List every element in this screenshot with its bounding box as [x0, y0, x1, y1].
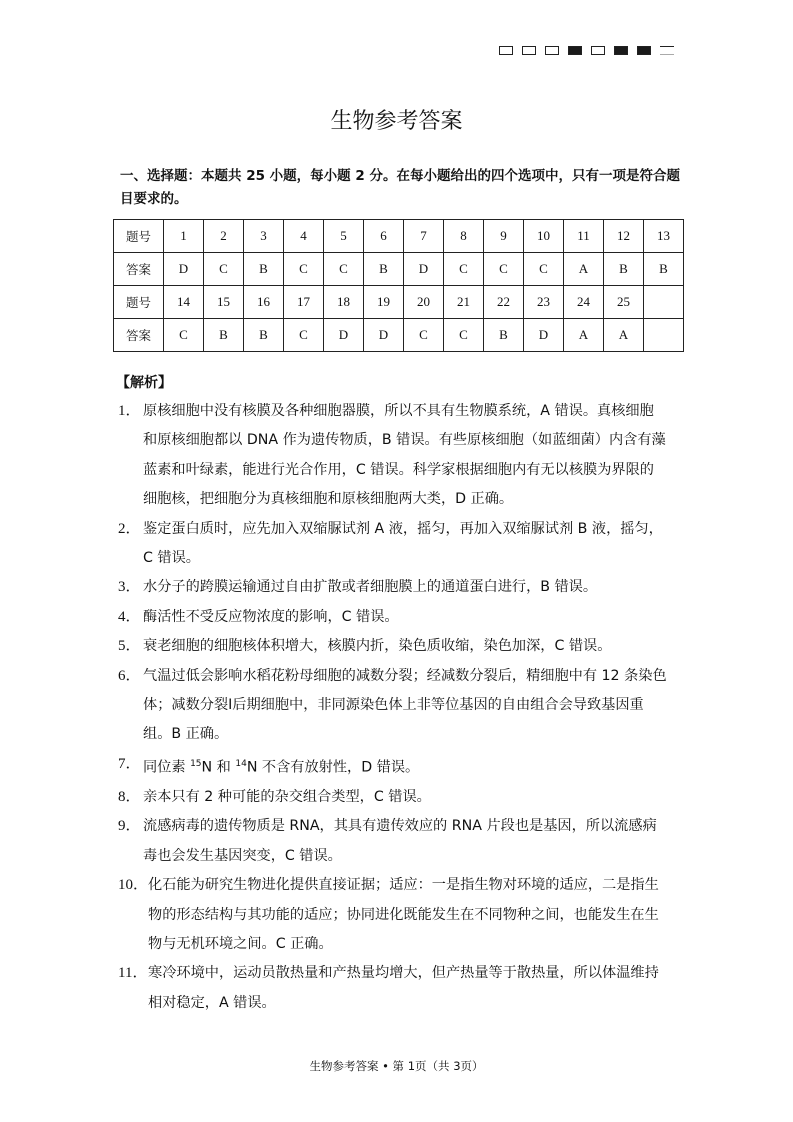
table-cell: 10 — [524, 220, 564, 253]
analysis-item — [118, 959, 688, 1018]
answer-table — [113, 219, 684, 352]
item-text-line: 原核细胞中没有核膜及各种细胞器膜，所以不具有生物膜系统，A 错误。真核细胞 — [143, 403, 654, 419]
item-text-line: 蓝素和叶绿素，能进行光合作用，C 错误。科学家根据细胞内有无以核膜为界限的 — [143, 461, 654, 478]
item-text-line: 组。B 正确。 — [143, 726, 229, 743]
table-cell: C — [164, 319, 204, 352]
table-row — [114, 319, 684, 352]
table-cell: B — [204, 319, 244, 352]
item-text-line: 体；减数分裂Ⅰ后期细胞中，非同源染色体上非等位基因的自由组合会导致基因重 — [143, 697, 644, 714]
table-cell: 14 — [164, 286, 204, 319]
table-row — [114, 220, 684, 253]
table-cell: B — [364, 253, 404, 286]
item-text-line: 物与无机环境之间。C 正确。 — [148, 936, 333, 953]
table-cell: 17 — [284, 286, 324, 319]
table-cell: 21 — [444, 286, 484, 319]
mark — [637, 46, 651, 55]
item-text-line: 衰老细胞的细胞核体积增大，核膜内折，染色质收缩，染色加深，C 错误。 — [143, 638, 612, 655]
table-cell: 4 — [284, 220, 324, 253]
analysis-item — [118, 750, 688, 783]
analysis-item — [118, 397, 688, 515]
table-cell: 8 — [444, 220, 484, 253]
table-cell: D — [524, 319, 564, 352]
item-number: 2． — [118, 520, 141, 537]
table-cell: B — [484, 319, 524, 352]
table-cell: D — [364, 319, 404, 352]
analysis-item — [118, 812, 688, 871]
mark — [568, 46, 582, 55]
item-number: 4． — [118, 608, 141, 625]
item-text-line: 化石能为研究生物进化提供直接证据；适应：一是指生物对环境的适应，二是指生 — [148, 877, 659, 894]
item-text-line: 相对稳定，A 错误。 — [148, 994, 276, 1011]
item-number: 6． — [118, 667, 141, 684]
table-cell: B — [644, 253, 684, 286]
table-cell: 5 — [324, 220, 364, 253]
table-row — [114, 286, 684, 319]
item-number: 10． — [118, 877, 149, 894]
item-text-line: 水分子的跨膜运输通过自由扩散或者细胞膜上的通道蛋白进行，B 错误。 — [143, 579, 598, 596]
analysis-item — [118, 662, 688, 750]
table-row — [114, 253, 684, 286]
item-number: 3． — [118, 579, 141, 596]
analysis-heading: 【解析】 — [116, 375, 172, 391]
table-cell — [644, 286, 684, 319]
table-cell: 3 — [244, 220, 284, 253]
analysis-item — [118, 783, 688, 812]
table-cell: 20 — [404, 286, 444, 319]
item-text-line: 流感病毒的遗传物质是 RNA，其具有遗传效应的 RNA 片段也是基因，所以流感病 — [143, 818, 657, 835]
text-fragment: N 和 — [201, 759, 236, 776]
table-cell: C — [444, 319, 484, 352]
item-text-line: 酶活性不受反应物浓度的影响，C 错误。 — [143, 608, 399, 625]
table-cell: 6 — [364, 220, 404, 253]
table-cell: D — [404, 253, 444, 286]
section-heading: 一、选择题：本题共 25 小题，每小题 2 分。在每小题给出的四个选项中，只有一项是符合题目要求的。 — [120, 168, 680, 207]
analysis-list — [118, 397, 688, 1018]
mark — [522, 46, 536, 55]
mark — [614, 46, 628, 55]
item-number: 7． — [118, 755, 141, 772]
table-cell: C — [404, 319, 444, 352]
table-cell: 22 — [484, 286, 524, 319]
item-text-line: 物的形态结构与其功能的适应；协同进化既能发生在不同物种之间，也能发生在生 — [148, 906, 659, 923]
table-cell: 7 — [404, 220, 444, 253]
row-label: 答案 — [114, 253, 164, 286]
item-number: 1． — [118, 403, 141, 419]
item-text-line: 寒冷环境中，运动员散热量和产热量均增大，但产热量等于散热量，所以体温维持 — [148, 965, 659, 982]
table-cell: 24 — [564, 286, 604, 319]
table-cell: B — [604, 253, 644, 286]
table-cell: C — [524, 253, 564, 286]
analysis-item — [118, 871, 688, 959]
page-title: 生物参考答案 — [330, 109, 463, 134]
barcode-marks — [499, 46, 674, 55]
superscript: 14 — [235, 758, 247, 769]
table-cell: C — [284, 319, 324, 352]
table-cell: C — [324, 253, 364, 286]
row-label: 答案 — [114, 319, 164, 352]
item-text-line: 细胞核，把细胞分为真核细胞和原核细胞两大类，D 正确。 — [143, 491, 514, 508]
table-cell: C — [444, 253, 484, 286]
item-text-line: 和原核细胞都以 DNA 作为遗传物质，B 错误。有些原核细胞（如蓝细菌）内含有藻 — [143, 432, 666, 449]
table-cell: 13 — [644, 220, 684, 253]
row-label: 题号 — [114, 286, 164, 319]
row-label: 题号 — [114, 220, 164, 253]
mark — [660, 46, 674, 55]
table-cell: C — [484, 253, 524, 286]
table-cell: 16 — [244, 286, 284, 319]
table-cell: 19 — [364, 286, 404, 319]
table-cell: C — [204, 253, 244, 286]
mark — [591, 46, 605, 55]
table-cell: 2 — [204, 220, 244, 253]
table-cell: 11 — [564, 220, 604, 253]
page-footer: 生物参考答案 • 第 1页（共 3页） — [309, 1059, 484, 1073]
table-cell: 25 — [604, 286, 644, 319]
item-number: 8． — [118, 789, 141, 806]
table-cell: 15 — [204, 286, 244, 319]
table-cell: A — [604, 319, 644, 352]
text-fragment: 同位素 — [143, 759, 191, 776]
table-cell: D — [164, 253, 204, 286]
item-text-line: 气温过低会影响水稻花粉母细胞的减数分裂；经减数分裂后，精细胞中有 12 条染色 — [143, 667, 667, 684]
table-cell: A — [564, 319, 604, 352]
table-cell: 12 — [604, 220, 644, 253]
mark — [499, 46, 513, 55]
analysis-item — [118, 515, 688, 574]
table-cell: C — [284, 253, 324, 286]
item-text-line: 亲本只有 2 种可能的杂交组合类型，C 错误。 — [143, 789, 431, 806]
item-text-line: C 错误。 — [143, 550, 200, 567]
analysis-item — [118, 603, 688, 632]
table-cell: 18 — [324, 286, 364, 319]
table-cell: 9 — [484, 220, 524, 253]
item-text-line: 鉴定蛋白质时，应先加入双缩脲试剂 A 液，摇匀，再加入双缩脲试剂 B 液，摇匀， — [143, 520, 663, 537]
analysis-item — [118, 573, 688, 602]
table-cell: B — [244, 319, 284, 352]
analysis-item — [118, 632, 688, 661]
superscript: 15 — [190, 758, 202, 769]
item-number: 5． — [118, 638, 141, 655]
item-text-line — [143, 750, 419, 783]
table-cell — [644, 319, 684, 352]
mark — [545, 46, 559, 55]
table-cell: D — [324, 319, 364, 352]
text-fragment: N 不含有放射性，D 错误。 — [246, 759, 420, 776]
table-cell: B — [244, 253, 284, 286]
table-cell: A — [564, 253, 604, 286]
item-number: 9． — [118, 818, 141, 835]
item-number: 11． — [118, 965, 148, 982]
item-text-line: 毒也会发生基因突变，C 错误。 — [143, 847, 342, 864]
table-cell: 1 — [164, 220, 204, 253]
table-cell: 23 — [524, 286, 564, 319]
